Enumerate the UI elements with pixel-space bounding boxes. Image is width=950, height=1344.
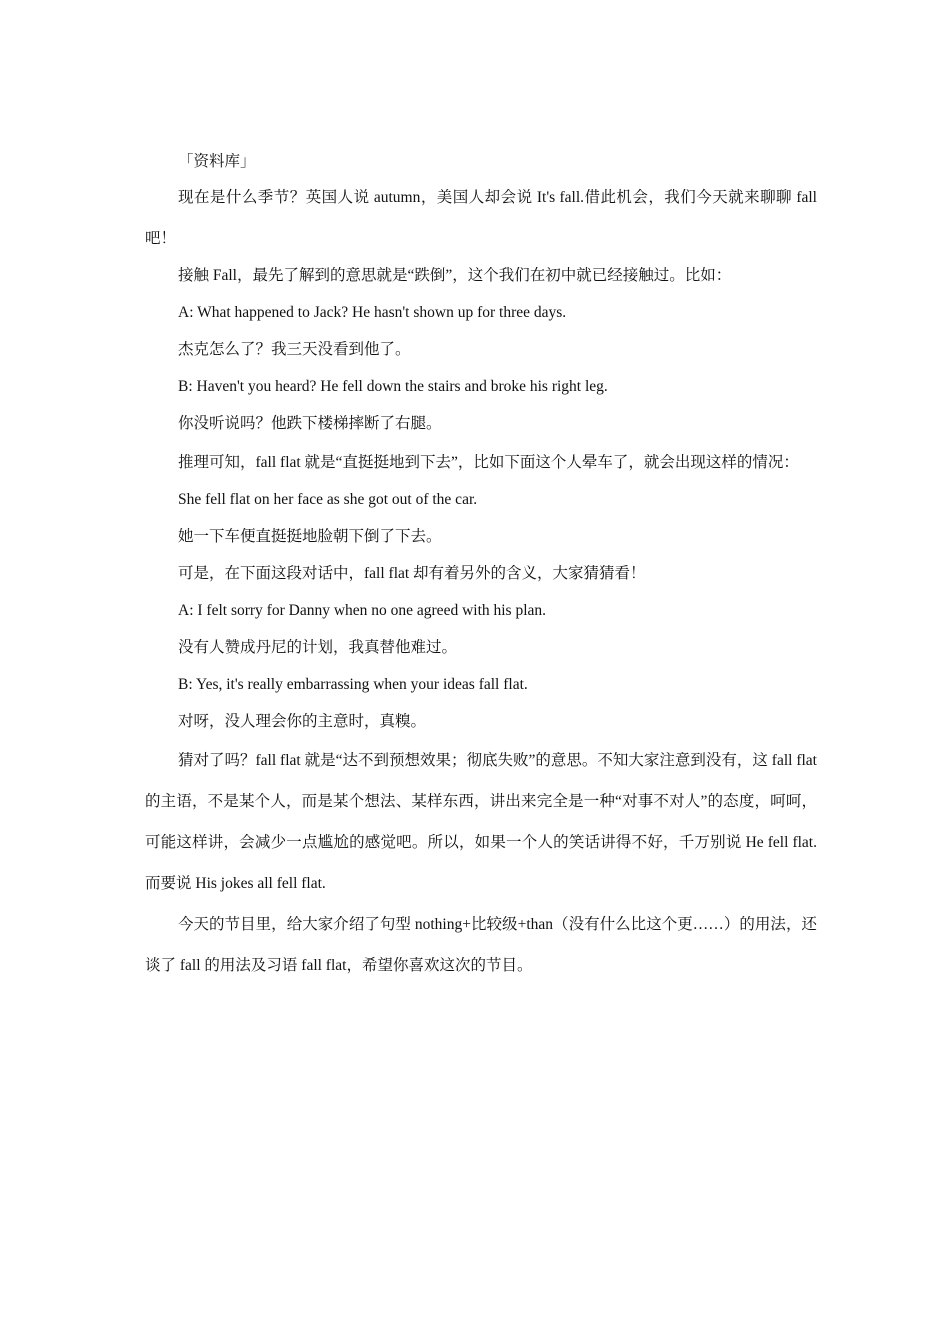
section-heading: 「资料库」	[178, 153, 256, 170]
intro-paragraph: 现在是什么季节？英国人说 autumn，美国人却会说 It's fall.借此机会，我们今天就来聊聊 fall 吧！	[145, 189, 817, 247]
example-english: She fell flat on her face as she got out of the car.	[178, 491, 478, 508]
inference-paragraph: 推理可知，fall flat 就是“直挺挺地到下去”，比如下面这个人晕车了，就会出现这样的情况：	[178, 454, 799, 471]
dialog1-a-english: A: What happened to Jack? He hasn't shown up for three days.	[178, 304, 567, 321]
dialog1-b-english: B: Haven't you heard? He fell down the stairs and broke his right leg.	[178, 378, 608, 395]
dialog2-a-chinese: 没有人赞成丹尼的计划，我真替他难过。	[178, 639, 458, 656]
however-line: 可是，在下面这段对话中，fall flat 却有着另外的含义，大家猜猜看！	[178, 565, 646, 582]
dialog2-a-english: A: I felt sorry for Danny when no one agreed with his plan.	[178, 602, 547, 619]
contact-line: 接触 Fall，最先了解到的意思就是“跌倒”，这个我们在初中就已经接触过。比如：	[178, 267, 732, 284]
summary-paragraph: 今天的节目里，给大家介绍了句型 nothing+比较级+than（没有什么比这个更……）的用法，还谈了 fall 的用法及习语 fall flat，希望你喜欢这次的节目。	[145, 916, 817, 974]
dialog1-a-chinese: 杰克怎么了？我三天没看到他了。	[178, 341, 411, 358]
dialog1-b-chinese: 你没听说吗？他跌下楼梯摔断了右腿。	[178, 415, 442, 432]
example-chinese: 她一下车便直挺挺地脸朝下倒了下去。	[178, 528, 442, 545]
dialog2-b-english: B: Yes, it's really embarrassing when your ideas fall flat.	[178, 676, 528, 693]
guess-paragraph: 猜对了吗？fall flat 就是“达不到预想效果；彻底失败”的意思。不知大家注意到没有，这 fall flat 的主语，不是某个人，而是某个想法、某样东西，讲出来完全是一种“对事不对人”的态度，呵呵，可能这样讲，会减少一点尴尬的感觉吧。所以，如果一个人的笑话讲得不好，千万别说 He fell flat.而要说 His jokes all fell flat.	[145, 752, 817, 892]
document-body	[145, 148, 817, 986]
dialog2-b-chinese: 对呀，没人理会你的主意时，真糗。	[178, 713, 427, 730]
